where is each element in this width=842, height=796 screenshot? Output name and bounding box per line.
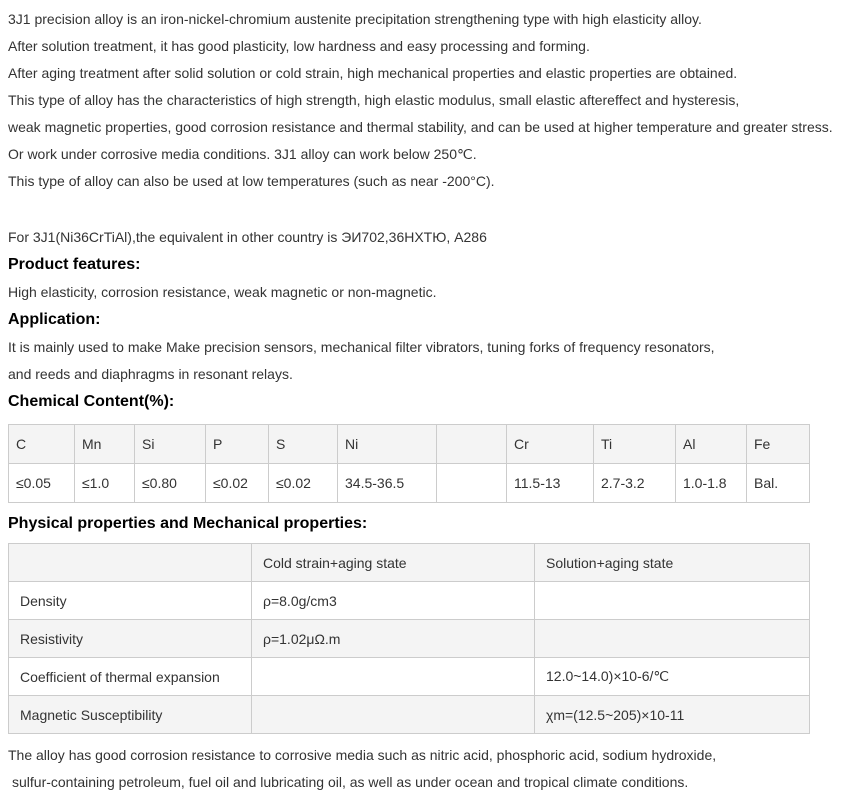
- chem-value-si: ≤0.80: [135, 464, 206, 503]
- physical-row-magnetic-susceptibility: [9, 696, 810, 734]
- chem-header-mn: Mn: [75, 425, 135, 464]
- chemical-content-table: [8, 424, 810, 503]
- physical-row-resistivity: [9, 620, 810, 658]
- phys-magnetic-solution: χm=(12.5~205)×10-11: [535, 696, 810, 734]
- intro-line-2: After solution treatment, it has good plasticity, low hardness and easy processing and forming.: [8, 38, 590, 54]
- chem-value-mn: ≤1.0: [75, 464, 135, 503]
- phys-resistivity-name: Resistivity: [9, 620, 252, 658]
- chem-header-cr: Cr: [507, 425, 594, 464]
- physical-properties-table: [8, 543, 810, 734]
- footer-line-1: The alloy has good corrosion resistance to corrosive media such as nitric acid, phosphoric acid, sodium hydroxide,: [8, 747, 717, 763]
- intro-line-1: 3J1 precision alloy is an iron-nickel-chromium austenite precipitation strengthening type with high elasticity alloy.: [8, 11, 702, 27]
- chemical-content-heading: Chemical Content(%):: [8, 393, 175, 410]
- chem-value-al: 1.0-1.8: [676, 464, 747, 503]
- phys-density-cold: ρ=8.0g/cm3: [252, 582, 535, 620]
- product-features-body: High elasticity, corrosion resistance, weak magnetic or non-magnetic.: [8, 284, 437, 300]
- physical-row-thermal-expansion: [9, 658, 810, 696]
- phys-magnetic-name: Magnetic Susceptibility: [9, 696, 252, 734]
- application-line-1: It is mainly used to make Make precision sensors, mechanical filter vibrators, tuning forks of frequency resonators,: [8, 339, 715, 355]
- chem-value-ti: 2.7-3.2: [594, 464, 676, 503]
- phys-thermal-solution: 12.0~14.0)×10-6/℃: [535, 658, 810, 696]
- chem-header-ti: Ti: [594, 425, 676, 464]
- phys-header-solution: Solution+aging state: [535, 544, 810, 582]
- chem-header-ni: Ni: [338, 425, 437, 464]
- phys-density-name: Density: [9, 582, 252, 620]
- product-features-heading: Product features:: [8, 256, 141, 273]
- application-heading: Application:: [8, 311, 101, 328]
- physical-properties-heading: Physical properties and Mechanical properties:: [8, 515, 368, 532]
- phys-resistivity-solution: [535, 620, 810, 658]
- chem-header-fe: Fe: [747, 425, 810, 464]
- intro-line-4: This type of alloy has the characteristics of high strength, high elastic modulus, small elastic aftereffect and hysteresis,: [8, 92, 740, 108]
- chemical-header-row: [9, 425, 810, 464]
- application-line-2: and reeds and diaphragms in resonant relays.: [8, 366, 293, 382]
- chem-value-p: ≤0.02: [206, 464, 269, 503]
- chem-value-empty: [437, 464, 507, 503]
- phys-magnetic-cold: [252, 696, 535, 734]
- phys-thermal-cold: [252, 658, 535, 696]
- phys-header-cold-strain: Cold strain+aging state: [252, 544, 535, 582]
- physical-header-row: [9, 544, 810, 582]
- chem-header-al: Al: [676, 425, 747, 464]
- phys-thermal-name: Coefficient of thermal expansion: [9, 658, 252, 696]
- intro-line-5: weak magnetic properties, good corrosion resistance and thermal stability, and can be used at higher temperature and greater stress.: [8, 119, 833, 135]
- intro-line-6: Or work under corrosive media conditions. 3J1 alloy can work below 250℃.: [8, 146, 477, 162]
- chem-header-p: P: [206, 425, 269, 464]
- chem-value-c: ≤0.05: [9, 464, 75, 503]
- physical-row-density: [9, 582, 810, 620]
- chem-header-empty: [437, 425, 507, 464]
- phys-resistivity-cold: ρ=1.02μΩ.m: [252, 620, 535, 658]
- phys-header-empty: [9, 544, 252, 582]
- chem-value-cr: 11.5-13: [507, 464, 594, 503]
- chem-value-s: ≤0.02: [269, 464, 338, 503]
- chem-header-s: S: [269, 425, 338, 464]
- intro-line-3: After aging treatment after solid solution or cold strain, high mechanical properties and elastic properties are obtained.: [8, 65, 738, 81]
- footer-line-2: sulfur-containing petroleum, fuel oil and lubricating oil, as well as under ocean and tropical climate conditions.: [12, 774, 689, 790]
- chem-value-ni: 34.5-36.5: [338, 464, 437, 503]
- chem-value-fe: Bal.: [747, 464, 810, 503]
- chem-header-si: Si: [135, 425, 206, 464]
- phys-density-solution: [535, 582, 810, 620]
- chem-header-c: C: [9, 425, 75, 464]
- intro-line-7: This type of alloy can also be used at low temperatures (such as near -200°C).: [8, 173, 495, 189]
- equivalent-grades-line: For 3J1(Ni36CrTiAl),the equivalent in other country is ЭИ702,36НХТЮ, А286: [8, 229, 487, 245]
- chemical-values-row: [9, 464, 810, 503]
- paragraph-spacer: [8, 195, 842, 224]
